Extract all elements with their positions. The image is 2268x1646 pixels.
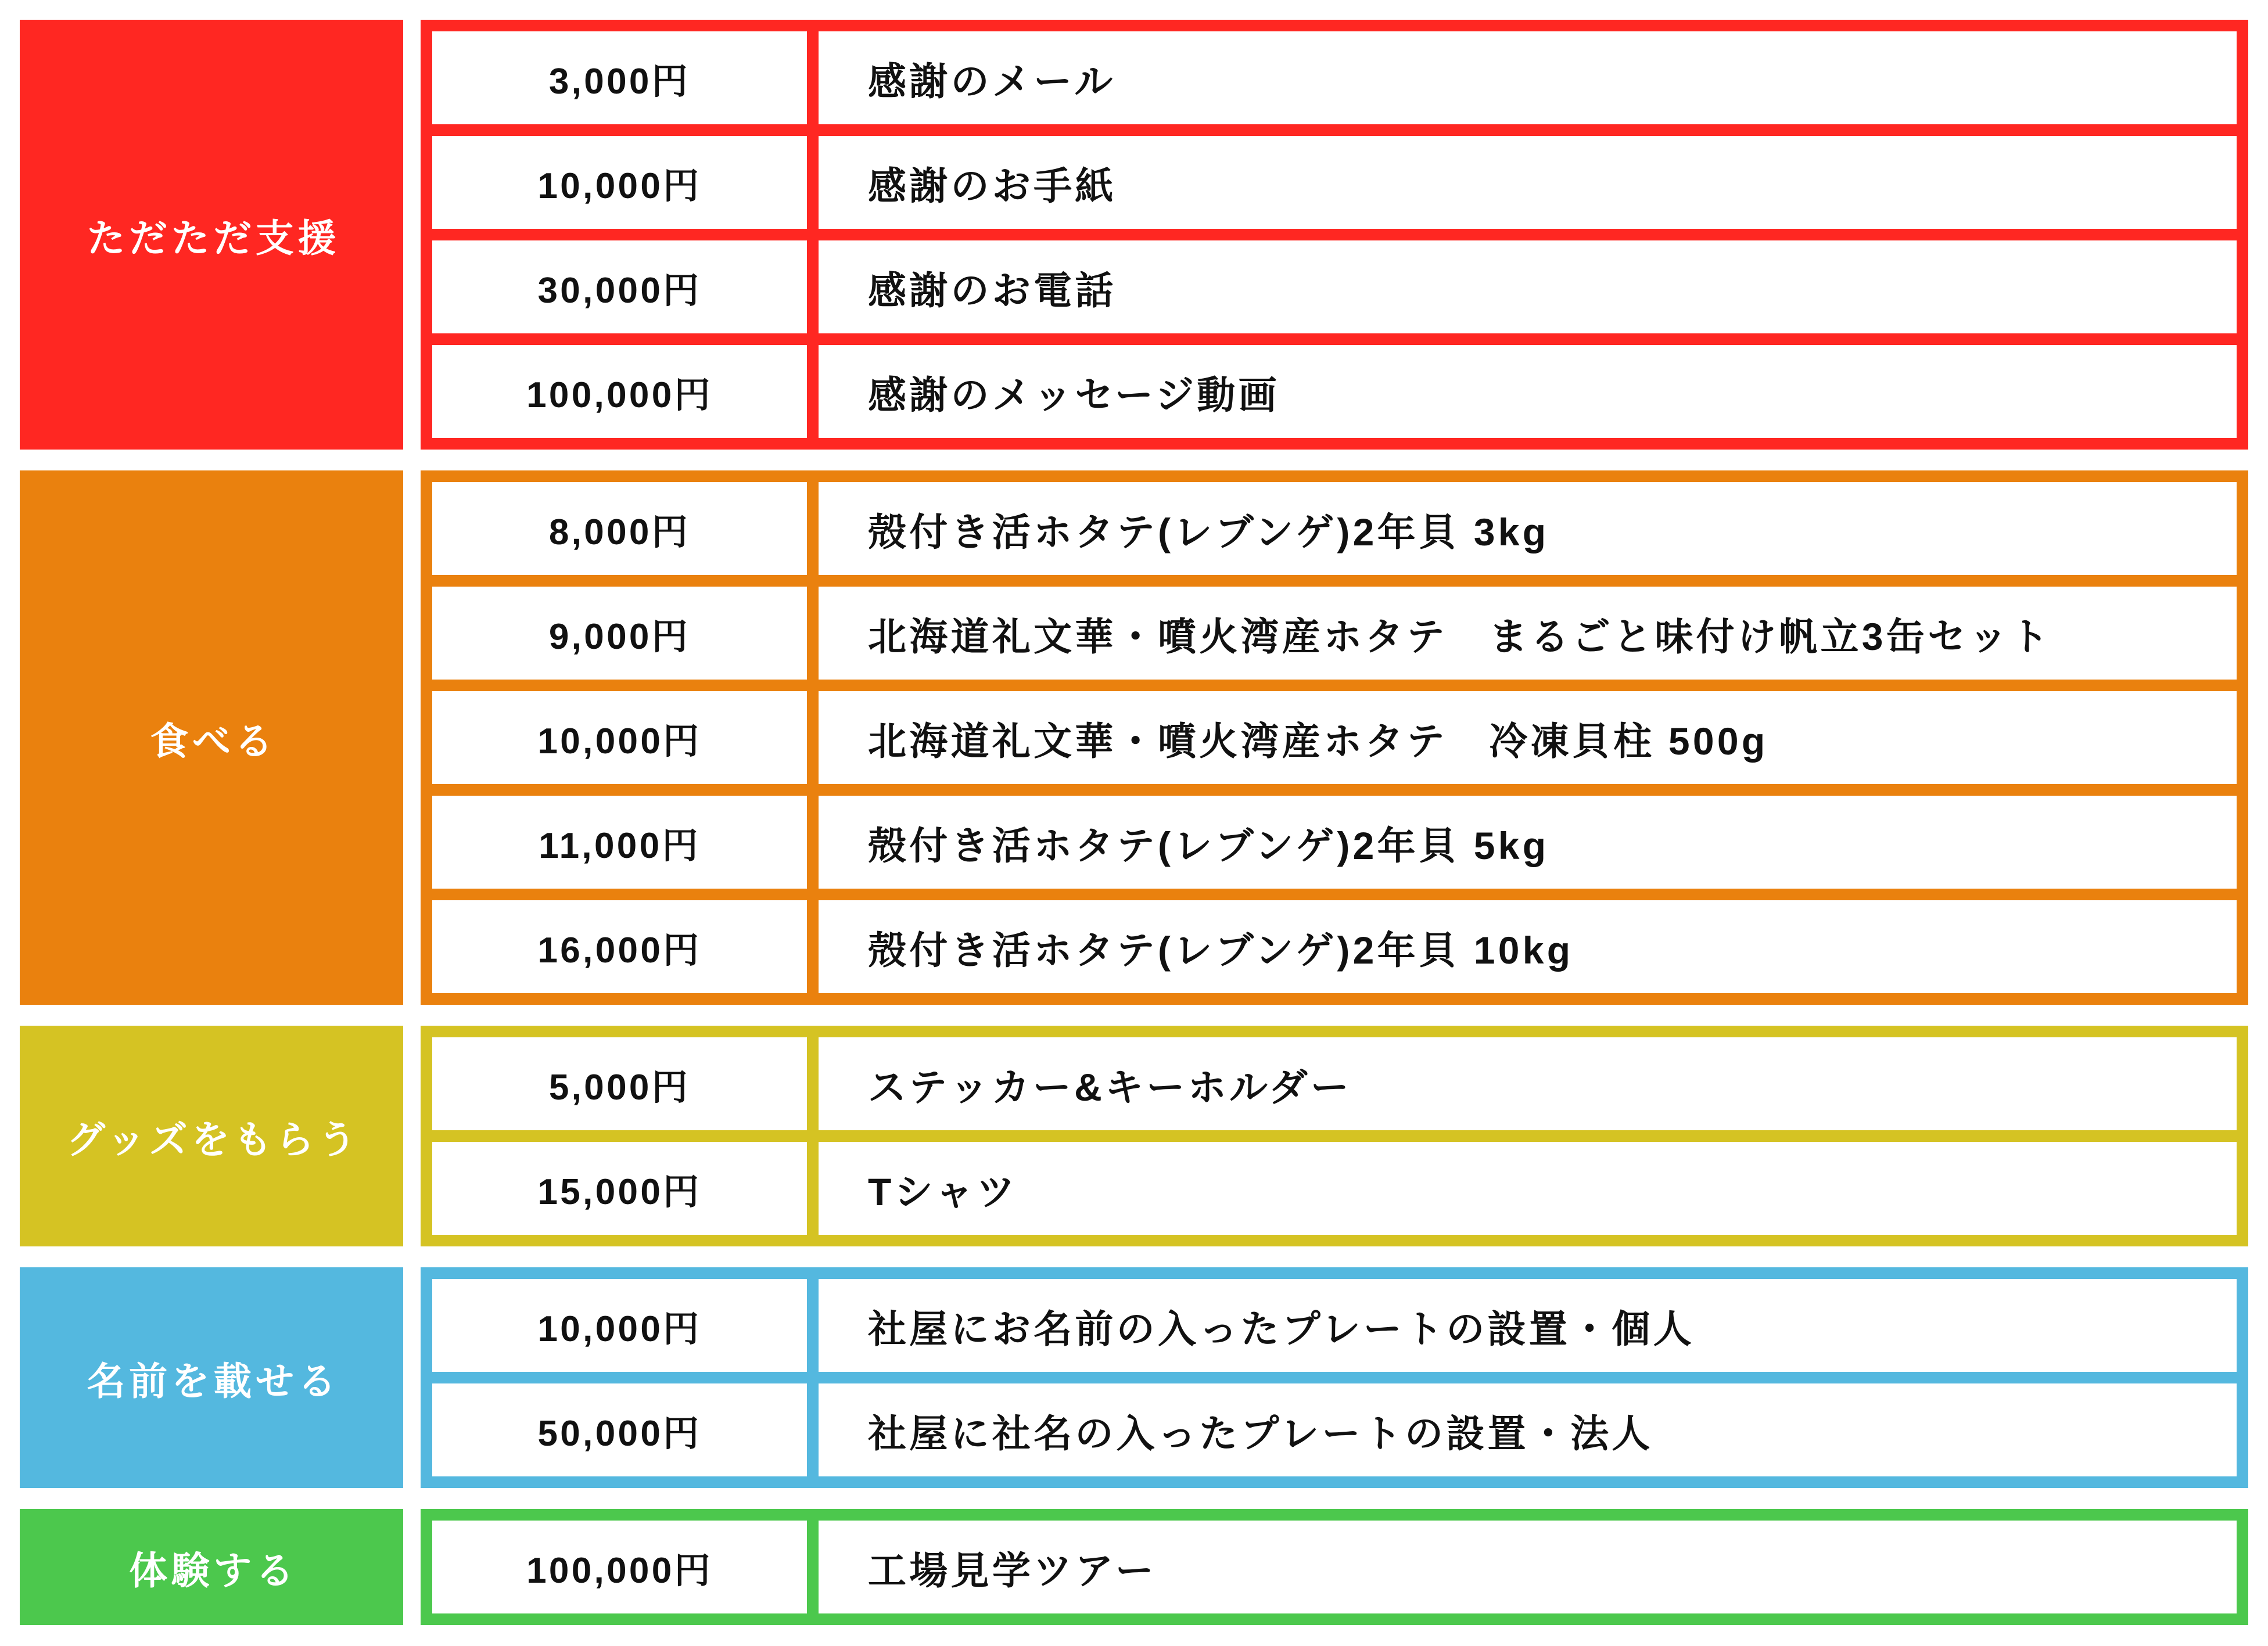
reward-cell: 北海道礼文華・噴火湾産ホタテ 冷凍貝柱 500g — [819, 691, 2237, 784]
tier-table-goods — [421, 1026, 2248, 1246]
tier-label-goods: グッズをもらう — [20, 1026, 403, 1246]
price-cell: 10,000円 — [432, 136, 807, 229]
tier-label-eat: 食べる — [20, 470, 403, 1005]
reward-cell: 社屋に社名の入ったプレートの設置・法人 — [819, 1383, 2237, 1476]
tier-label-name: 名前を載せる — [20, 1267, 403, 1488]
reward-cell: ステッカー&キーホルダー — [819, 1037, 2237, 1130]
tier-table-eat — [421, 470, 2248, 1005]
reward-cell: 北海道礼文華・噴火湾産ホタテ まるごと味付け帆立3缶セット — [819, 587, 2237, 680]
tier-section-experience — [20, 1509, 2248, 1625]
tier-section-support — [20, 20, 2248, 450]
tier-label-experience: 体験する — [20, 1509, 403, 1625]
reward-cell: 殻付き活ホタテ(レブンゲ)2年貝 10kg — [819, 900, 2237, 993]
reward-cell: 工場見学ツアー — [819, 1521, 2237, 1613]
tier-table-name — [421, 1267, 2248, 1488]
price-cell: 100,000円 — [432, 345, 807, 438]
price-cell: 15,000円 — [432, 1142, 807, 1235]
reward-cell: 殻付き活ホタテ(レブンゲ)2年貝 5kg — [819, 796, 2237, 889]
tier-label-support: ただただ支援 — [20, 20, 403, 450]
price-cell: 3,000円 — [432, 31, 807, 124]
reward-cell: 殻付き活ホタテ(レブンゲ)2年貝 3kg — [819, 482, 2237, 575]
reward-cell: Tシャツ — [819, 1142, 2237, 1235]
tier-section-eat — [20, 470, 2248, 1005]
price-cell: 5,000円 — [432, 1037, 807, 1130]
reward-cell: 感謝のメッセージ動画 — [819, 345, 2237, 438]
price-cell: 9,000円 — [432, 587, 807, 680]
tier-section-name — [20, 1267, 2248, 1488]
tier-table-experience — [421, 1509, 2248, 1625]
tier-table-support — [421, 20, 2248, 450]
reward-cell: 感謝のお手紙 — [819, 136, 2237, 229]
reward-cell: 感謝のメール — [819, 31, 2237, 124]
price-cell: 30,000円 — [432, 240, 807, 333]
reward-cell: 感謝のお電話 — [819, 240, 2237, 333]
price-cell: 11,000円 — [432, 796, 807, 889]
price-cell: 10,000円 — [432, 691, 807, 784]
price-cell: 50,000円 — [432, 1383, 807, 1476]
tier-section-goods — [20, 1026, 2248, 1246]
price-cell: 100,000円 — [432, 1521, 807, 1613]
price-cell: 8,000円 — [432, 482, 807, 575]
price-cell: 16,000円 — [432, 900, 807, 993]
price-cell: 10,000円 — [432, 1279, 807, 1372]
reward-cell: 社屋にお名前の入ったプレートの設置・個人 — [819, 1279, 2237, 1372]
